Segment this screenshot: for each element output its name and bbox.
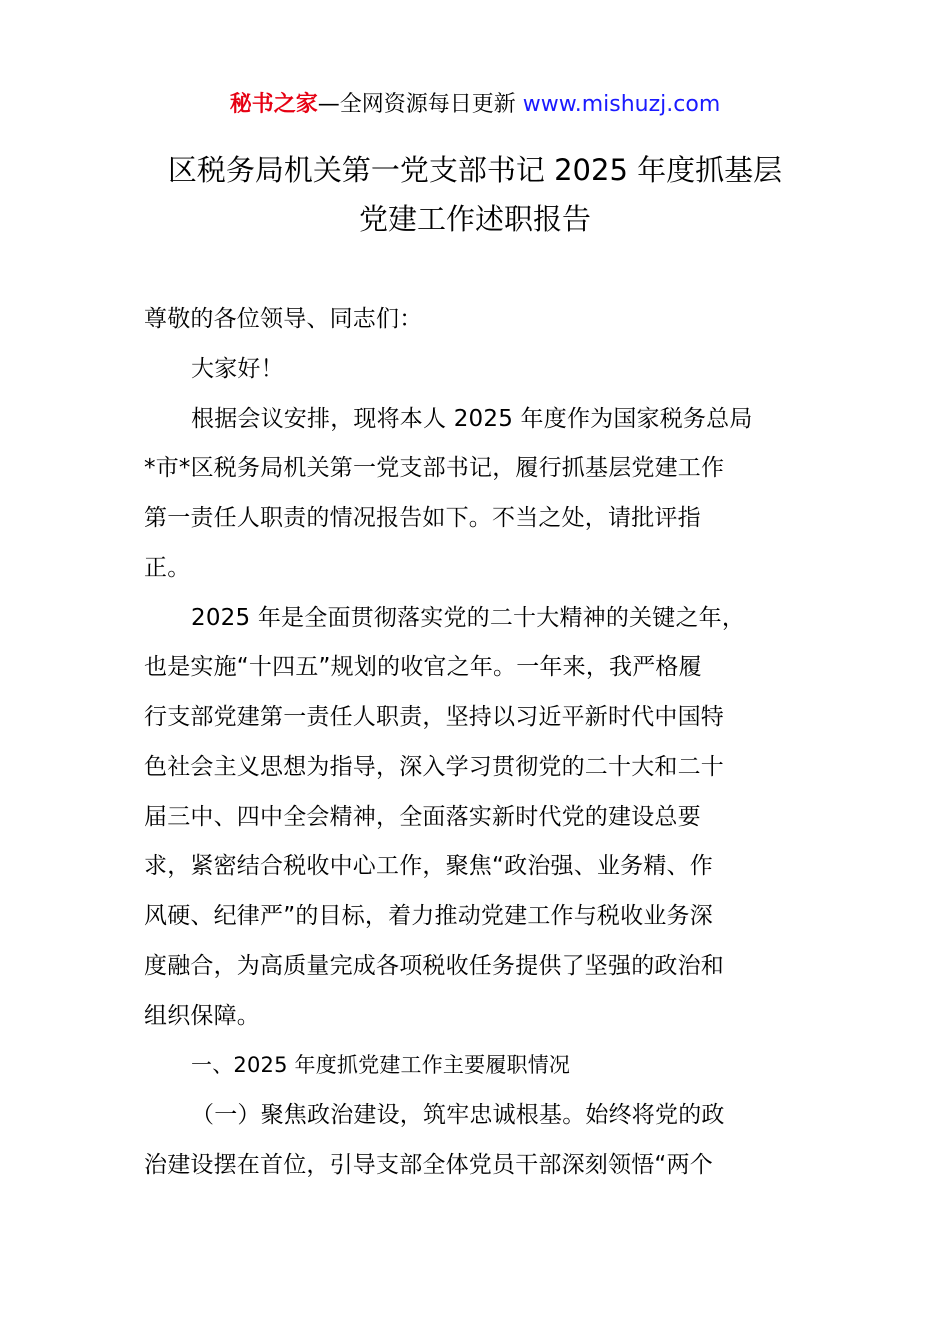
site-url-link[interactable]: www.mishuzj.com (522, 92, 721, 117)
section-heading: 一、2025 年度抓党建工作主要履职情况 (191, 1053, 571, 1078)
body-line: 行支部党建第一责任人职责，坚持以习近平新时代中国特 (144, 704, 724, 730)
body-line: 届三中、四中全会精神，全面落实新时代党的建设总要 (144, 803, 701, 830)
body-line: 色社会主义思想为指导，深入学习贯彻党的二十大和二十 (144, 753, 724, 780)
body-line: 第一责任人职责的情况报告如下。不当之处，请批评指 (144, 505, 701, 531)
brand-name: 秘书之家 (229, 92, 318, 117)
document-title-line-1: 区税务局机关第一党支部书记 2025 年度抓基层 (167, 153, 783, 187)
salutation: 尊敬的各位领导、同志们： (144, 306, 423, 332)
document-body (144, 295, 810, 1191)
body-line: 风硬、纪律严”的目标，着力推动党建工作与税收业务深 (144, 903, 713, 929)
body-line: 正。 (144, 554, 191, 581)
body-line: 也是实施“十四五”规划的收官之年。一年来，我严格履 (144, 654, 702, 681)
header-tagline: —全网资源每日更新 (317, 92, 516, 117)
site-header (0, 88, 950, 122)
body-line: 度融合，为高质量完成各项税收任务提供了坚强的政治和 (144, 952, 724, 979)
body-line: *市*区税务局机关第一党支部书记，履行抓基层党建工作 (144, 455, 725, 482)
body-line: （一）聚焦政治建设，筑牢忠诚根基。始终将党的政 (191, 1102, 725, 1128)
document-title-line-2: 党建工作述职报告 (358, 202, 591, 236)
body-line: 根据会议安排，现将本人 2025 年度作为国家税务总局 (191, 405, 753, 432)
body-line: 治建设摆在首位，引导支部全体党员干部深刻领悟“两个 (144, 1151, 713, 1178)
body-line: 组织保障。 (144, 1002, 260, 1029)
body-line: 求，紧密结合税收中心工作，聚焦“政治强、业务精、作 (144, 853, 713, 880)
body-line: 2025 年是全面贯彻落实党的二十大精神的关键之年， (191, 604, 746, 631)
greeting: 大家好！ (191, 355, 284, 382)
